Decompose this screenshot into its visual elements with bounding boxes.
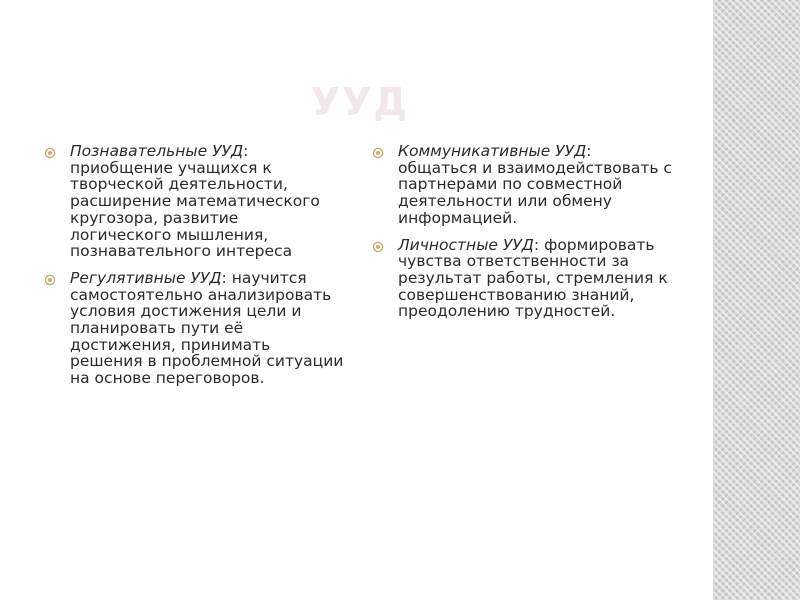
list-item-body: научится самостоятельно анализировать условия достижения цели и планировать пути её достижения, принимать решения в проблемной ситуации на основе переговоров.	[70, 268, 344, 388]
circle-bullet-icon	[372, 241, 384, 253]
list-item-text	[398, 143, 672, 227]
list-item-separator: :	[533, 235, 540, 254]
circle-bullet-icon	[372, 147, 384, 159]
list-item-text	[70, 143, 344, 260]
list-item-personal	[372, 237, 672, 321]
list-item-title: Коммуникативные УУД	[398, 142, 587, 160]
list-item-body: приобщение учащихся к творческой деятельности, расширение математического кругозора, развитие логического мышления, познавательного интереса	[70, 158, 320, 261]
list-item-separator: :	[221, 268, 227, 287]
decorative-side-band	[713, 0, 800, 600]
list-item-communicative	[372, 143, 672, 227]
list-item-separator: :	[243, 142, 249, 160]
list-item-title: Познавательные УУД	[70, 142, 244, 160]
list-item-title: Личностные УУД	[398, 235, 534, 254]
list-item-title: Регулятивные УУД	[70, 268, 222, 287]
list-item-cognitive	[44, 143, 344, 260]
list-item-text	[70, 270, 344, 387]
list-item-body: формировать чувства ответственности за результат работы, стремления к совершенствованию знаний, преодолению трудностей.	[398, 235, 668, 321]
list-item-regulatory	[44, 270, 344, 387]
left-column	[44, 143, 344, 397]
slide-title: УУД	[310, 80, 410, 124]
list-item-separator: :	[586, 142, 592, 160]
list-item-body: общаться и взаимодействовать с партнерами по совместной деятельности или обмену информацией.	[398, 158, 672, 227]
right-column	[372, 143, 672, 330]
circle-bullet-icon	[44, 147, 56, 159]
circle-bullet-icon	[44, 274, 56, 286]
list-item-text	[398, 237, 672, 321]
